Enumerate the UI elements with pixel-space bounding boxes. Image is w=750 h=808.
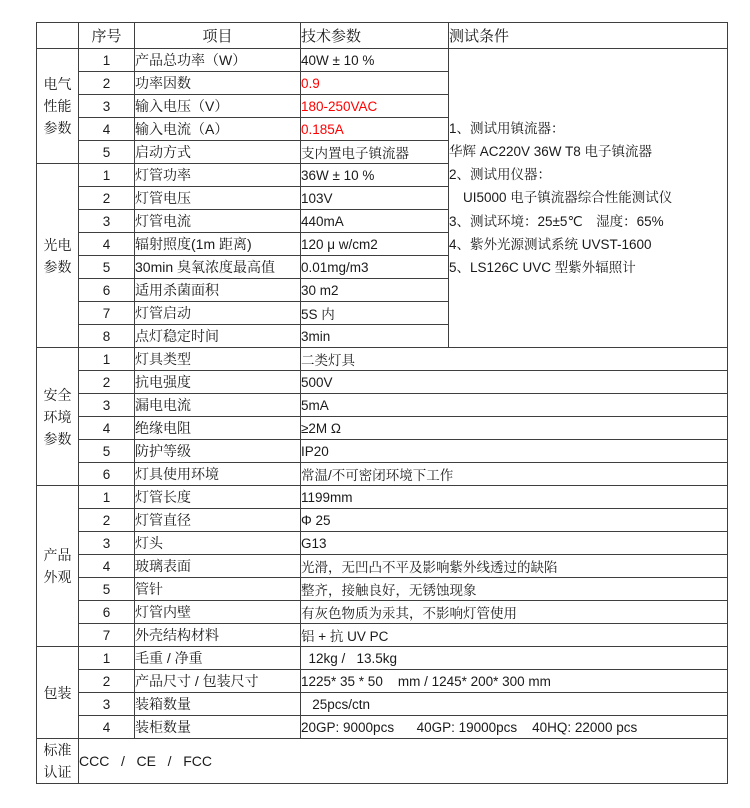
row-number-cell: 2 [79, 72, 135, 95]
table-row [37, 578, 728, 601]
item-cell: 灯具使用环境 [135, 463, 301, 486]
item-cell: 灯头 [135, 532, 301, 555]
param-value-cell: 1199mm [301, 486, 728, 509]
item-cell: 抗电强度 [135, 371, 301, 394]
row-number-cell: 4 [79, 417, 135, 440]
param-value-cell: Φ 25 [301, 509, 728, 532]
param-value-cell: 36W ± 10 % [301, 164, 449, 187]
item-cell: 装箱数量 [135, 693, 301, 716]
param-value-cell: 支内置电子镇流器 [301, 141, 449, 164]
param-value-cell: 整齐，接触良好，无锈蚀现象 [301, 578, 728, 601]
row-number-cell: 1 [79, 164, 135, 187]
item-cell: 漏电电流 [135, 394, 301, 417]
row-number-cell: 5 [79, 578, 135, 601]
row-number-cell: 3 [79, 532, 135, 555]
header-blank-cell [37, 23, 79, 49]
table-row [37, 716, 728, 739]
item-cell: 装柜数量 [135, 716, 301, 739]
category-cell: 标准 认证 [37, 739, 79, 784]
item-cell: 绝缘电阻 [135, 417, 301, 440]
condition-line: 3、测试环境：25±5℃ 湿度：65% [449, 213, 664, 229]
row-number-cell: 6 [79, 279, 135, 302]
param-value-cell: 5S 内 [301, 302, 449, 325]
param-value-cell: 光滑，无凹凸不平及影响紫外线透过的缺陷 [301, 555, 728, 578]
row-number-cell: 6 [79, 463, 135, 486]
row-number-cell: 5 [79, 256, 135, 279]
condition-line: 2、测试用仪器： [449, 167, 552, 183]
param-value-cell: 500V [301, 371, 728, 394]
category-cell: 电气 性能 参数 [37, 49, 79, 164]
condition-line: UI5000 电子镇流器综合性能测试仪 [463, 190, 673, 206]
table-row [37, 624, 728, 647]
item-cell: 灯管直径 [135, 509, 301, 532]
category-cell: 产品 外观 [37, 486, 79, 647]
param-value-cell: 120 μ w/cm2 [301, 233, 449, 256]
param-value-cell: 180-250VAC [301, 95, 449, 118]
item-cell: 点灯稳定时间 [135, 325, 301, 348]
condition-line: 4、紫外光源测试系统 UVST-1600 [449, 236, 652, 252]
header-row [37, 23, 728, 49]
header-conditions: 测试条件 [449, 23, 728, 49]
table-row [37, 670, 728, 693]
item-cell: 玻璃表面 [135, 555, 301, 578]
param-value-cell: 3min [301, 325, 449, 348]
row-number-cell: 1 [79, 49, 135, 72]
row-number-cell: 3 [79, 693, 135, 716]
item-cell: 功率因数 [135, 72, 301, 95]
item-cell: 灯管电压 [135, 187, 301, 210]
row-number-cell: 1 [79, 647, 135, 670]
param-value-cell: 12kg / 13.5kg [301, 647, 728, 670]
row-number-cell: 1 [79, 348, 135, 371]
condition-line: 5、LS126C UVC 型紫外辐照计 [449, 260, 636, 275]
item-cell: 灯管电流 [135, 210, 301, 233]
row-number-cell: 2 [79, 509, 135, 532]
item-cell: 辐射照度(1m 距离) [135, 233, 301, 256]
row-number-cell: 7 [79, 624, 135, 647]
header-param: 技术参数 [301, 23, 449, 49]
param-value-cell: 0.9 [301, 72, 449, 95]
table-row [37, 49, 728, 72]
spec-table [36, 22, 728, 784]
param-value-cell: 20GP: 9000pcs 40GP: 19000pcs 40HQ: 22000 pcs [301, 716, 728, 739]
item-cell: 产品尺寸 / 包装尺寸 [135, 670, 301, 693]
item-cell: 适用杀菌面积 [135, 279, 301, 302]
item-cell: 输入电流（A） [135, 118, 301, 141]
table-row [37, 440, 728, 463]
category-cell: 光电 参数 [37, 164, 79, 348]
category-cell: 包装 [37, 647, 79, 739]
param-value-cell: ≥2M Ω [301, 417, 728, 440]
param-value-cell: G13 [301, 532, 728, 555]
table-row [37, 693, 728, 716]
test-conditions-cell [449, 49, 728, 348]
item-cell: 灯管内壁 [135, 601, 301, 624]
category-cell: 安全 环境 参数 [37, 348, 79, 486]
param-value-cell: 0.01mg/m3 [301, 256, 449, 279]
table-row [37, 532, 728, 555]
param-value-cell: 103V [301, 187, 449, 210]
row-number-cell: 5 [79, 141, 135, 164]
param-value-cell: IP20 [301, 440, 728, 463]
row-number-cell: 4 [79, 233, 135, 256]
row-number-cell: 3 [79, 210, 135, 233]
header-index: 序号 [79, 23, 135, 49]
row-number-cell: 1 [79, 486, 135, 509]
table-row [37, 555, 728, 578]
param-value-cell: 有灰色物质为汞其，不影响灯管使用 [301, 601, 728, 624]
item-cell: 防护等级 [135, 440, 301, 463]
row-number-cell: 8 [79, 325, 135, 348]
item-cell: 外壳结构材料 [135, 624, 301, 647]
table-row [37, 371, 728, 394]
item-cell: 灯管启动 [135, 302, 301, 325]
row-number-cell: 2 [79, 670, 135, 693]
table-row [37, 394, 728, 417]
table-row [37, 417, 728, 440]
row-number-cell: 6 [79, 601, 135, 624]
row-number-cell: 5 [79, 440, 135, 463]
param-value-cell: 5mA [301, 394, 728, 417]
condition-line: 1、测试用镇流器： [449, 120, 565, 136]
param-value-cell: 铝 + 抗 UV PC [301, 624, 728, 647]
row-number-cell: 7 [79, 302, 135, 325]
row-number-cell: 4 [79, 716, 135, 739]
item-cell: 输入电压（V） [135, 95, 301, 118]
param-value-cell: 30 m2 [301, 279, 449, 302]
condition-line: 华辉 AC220V 36W T8 电子镇流器 [449, 143, 653, 159]
item-cell: 灯具类型 [135, 348, 301, 371]
certification-value-cell: CCC / CE / FCC [79, 739, 728, 784]
param-value-cell: 0.185A [301, 118, 449, 141]
table-row [37, 647, 728, 670]
table-row [37, 601, 728, 624]
param-value-cell: 25pcs/ctn [301, 693, 728, 716]
item-cell: 管针 [135, 578, 301, 601]
item-cell: 产品总功率（W） [135, 49, 301, 72]
table-row [37, 509, 728, 532]
table-row [37, 463, 728, 486]
item-cell: 灯管功率 [135, 164, 301, 187]
row-number-cell: 3 [79, 394, 135, 417]
param-value-cell: 常温/不可密闭环境下工作 [301, 463, 728, 486]
item-cell: 30min 臭氧浓度最高值 [135, 256, 301, 279]
certification-row [37, 739, 728, 784]
item-cell: 启动方式 [135, 141, 301, 164]
spec-table-body [37, 49, 728, 784]
header-item: 项目 [135, 23, 301, 49]
item-cell: 毛重 / 净重 [135, 647, 301, 670]
row-number-cell: 4 [79, 555, 135, 578]
param-value-cell: 40W ± 10 % [301, 49, 449, 72]
row-number-cell: 4 [79, 118, 135, 141]
table-row [37, 486, 728, 509]
row-number-cell: 2 [79, 187, 135, 210]
param-value-cell: 440mA [301, 210, 449, 233]
row-number-cell: 3 [79, 95, 135, 118]
item-cell: 灯管长度 [135, 486, 301, 509]
param-value-cell: 1225* 35 * 50 mm / 1245* 200* 300 mm [301, 670, 728, 693]
row-number-cell: 2 [79, 371, 135, 394]
param-value-cell: 二类灯具 [301, 348, 728, 371]
table-row [37, 348, 728, 371]
